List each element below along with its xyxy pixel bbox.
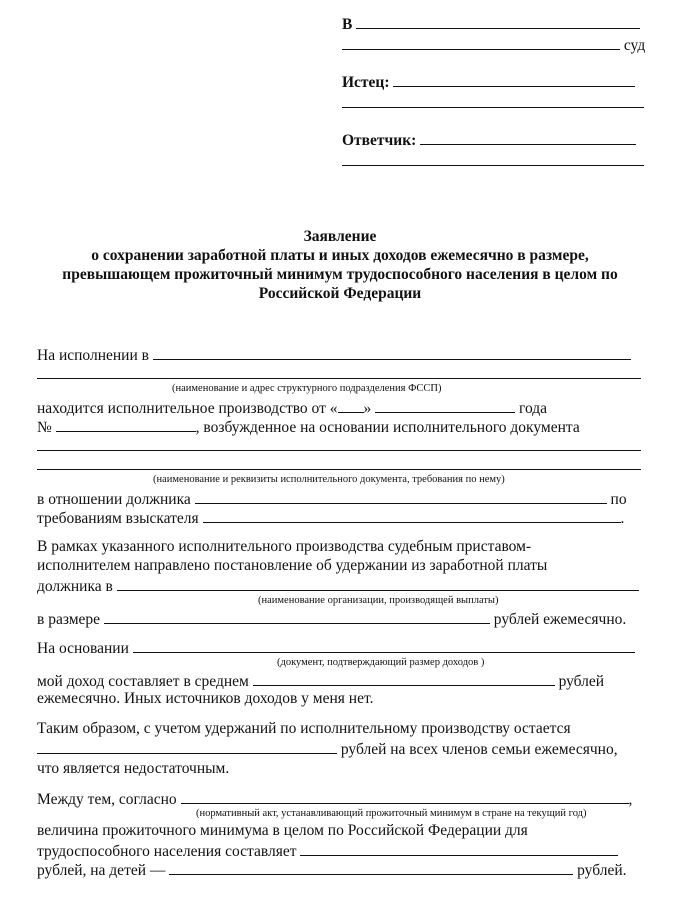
remaining-rub-text: рублей на всех членов семьи ежемесячно, <box>340 741 618 758</box>
p2-line-3 <box>37 576 639 596</box>
court-name-blank <box>356 14 640 29</box>
hint-fssp: (наименование и адрес структурного подразделения ФССП) <box>172 383 442 394</box>
income-text: мой доход составляет в среднем <box>37 673 249 690</box>
p1-line-8 <box>37 508 624 528</box>
income-blank <box>253 671 555 686</box>
p1-start-text: На исполнении в <box>37 347 149 364</box>
debtor-blank <box>195 489 607 504</box>
day-blank <box>338 398 364 413</box>
act-blank <box>181 789 629 804</box>
p4-line-1: Таким образом, с учетом удержаний по исполнительному производству остается <box>37 720 571 737</box>
hint-income: (документ, подтверждающий размер доходов ) <box>277 657 485 668</box>
hint-doc: (наименование и реквизиты исполнительного документа, требования по нему) <box>153 474 505 485</box>
claimant-blank <box>203 508 621 523</box>
plaintiff-label: Истец: <box>342 74 390 91</box>
p5-line-2: величина прожиточного минимума в целом по Российской Федерации для <box>37 822 528 839</box>
p4-line-3: что является недостаточным. <box>37 760 230 777</box>
hint-act: (нормативный акт, устанавливающий прожиточный минимум в стране на текущий год) <box>196 808 587 819</box>
p5-line-3 <box>37 841 618 861</box>
claimant-text: требованиям взыскателя <box>37 510 199 527</box>
number-sign: № <box>37 419 52 436</box>
plaintiff-line <box>342 72 635 92</box>
p1-line-7 <box>37 489 627 509</box>
employer-blank <box>117 576 639 591</box>
month-blank <box>375 398 515 413</box>
title-line-4: Российской Федерации <box>258 285 422 302</box>
court-prefix: В <box>342 16 353 33</box>
fssp-blank-2 <box>37 364 641 379</box>
deduction-amount-blank <box>104 609 490 624</box>
p1-line-1 <box>37 345 631 365</box>
hint-org: (наименование организации, производящей выплаты) <box>258 595 499 606</box>
plaintiff-blank <box>393 72 635 87</box>
doc-blank <box>37 436 641 451</box>
p4-line-2 <box>37 739 618 759</box>
court-line <box>342 14 640 34</box>
p5-line-1 <box>37 789 632 809</box>
basis-text: На основании <box>37 640 129 657</box>
doc-blank-2 <box>37 455 641 470</box>
basis-blank <box>133 638 635 653</box>
case-number-blank <box>56 417 196 432</box>
act-comma: , <box>628 791 633 808</box>
children-text: рублей, на детей — <box>37 862 166 879</box>
court-name-blank-2 <box>342 35 620 50</box>
subsistence-text: трудоспособного населения составляет <box>37 843 297 860</box>
debtor-text: в отношении должника <box>37 491 191 508</box>
fssp-blank <box>153 345 631 360</box>
court-line-2 <box>342 35 645 55</box>
p3-line-2 <box>37 671 604 691</box>
quote-close: » <box>363 400 372 417</box>
defendant-blank-2 <box>342 151 644 166</box>
p3-line-3: ежемесячно. Иных источников доходов у меня нет. <box>37 690 374 707</box>
based-text: , возбужденное на основании исполнительного документа <box>195 419 580 436</box>
p1-line-6 <box>37 455 641 475</box>
title-line-3: превышающем прожиточный минимум трудоспособного населения в целом по <box>62 266 618 283</box>
income-rub-text: рублей <box>558 673 605 690</box>
remaining-blank <box>37 739 337 754</box>
p1-line-2 <box>37 364 641 384</box>
children-blank <box>169 860 573 875</box>
subsistence-blank <box>300 841 618 856</box>
amount-text: в размере <box>37 611 101 628</box>
title-line-2: о сохранении заработной платы и иных доходов ежемесячно в размере, <box>91 247 589 264</box>
defendant-line <box>342 130 636 150</box>
ip-from-text: находится исполнительное производство от « <box>37 400 338 417</box>
p2-line-4 <box>37 609 626 629</box>
defendant-line-2 <box>342 151 644 171</box>
claimant-dot: . <box>620 510 625 527</box>
year-text: года <box>519 400 548 417</box>
deduction-rub-text: рублей ежемесячно. <box>493 611 627 628</box>
p1-line-5 <box>37 436 641 456</box>
plaintiff-line-2 <box>342 93 644 113</box>
p2-line-1: В рамках указанного исполнительного производства судебным приставом- <box>37 538 532 555</box>
court-suffix: суд <box>623 37 646 54</box>
by-text: по <box>610 491 627 508</box>
employer-text: должника в <box>37 578 113 595</box>
defendant-label: Ответчик: <box>342 132 417 149</box>
p1-line-4 <box>37 417 580 437</box>
plaintiff-blank-2 <box>342 93 644 108</box>
p1-line-3 <box>37 398 547 418</box>
p3-line-1 <box>37 638 635 658</box>
defendant-blank <box>420 130 636 145</box>
p2-line-2: исполнителем направлено постановление об удержании из заработной платы <box>37 557 548 574</box>
according-text: Между тем, согласно <box>37 791 177 808</box>
p5-line-4 <box>37 860 627 880</box>
children-rub-text: рублей. <box>577 862 627 879</box>
document-title: Заявление <box>303 228 377 245</box>
